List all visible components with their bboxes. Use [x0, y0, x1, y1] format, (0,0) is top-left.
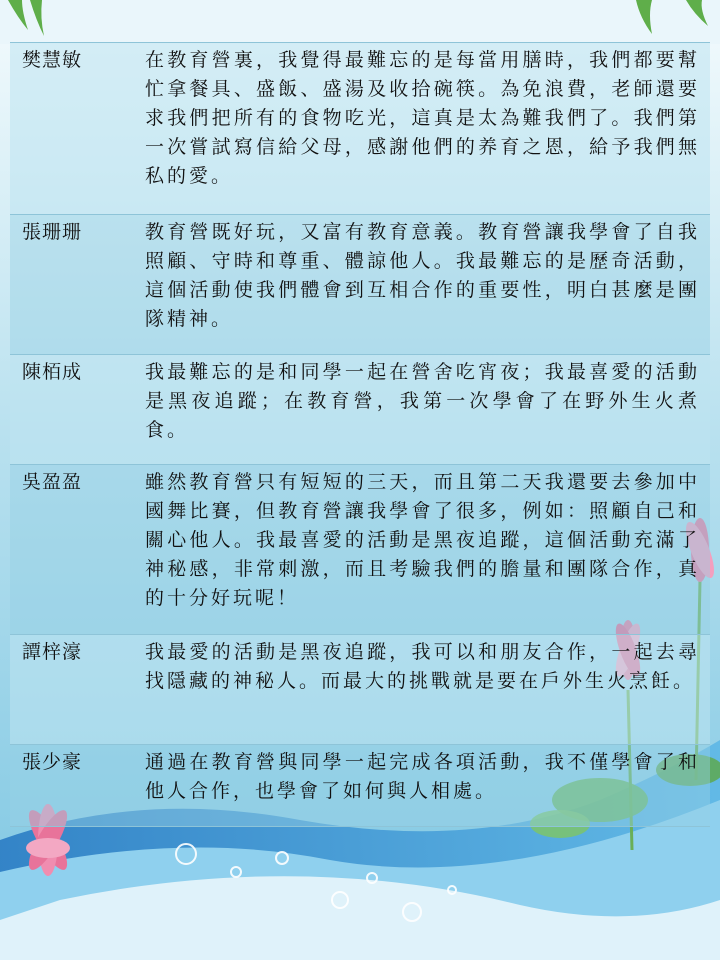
table-row [10, 635, 710, 745]
reflections-table [10, 42, 710, 827]
student-reflection: 教育營既好玩，又富有教育意義。教育營讓我學會了自我照顧、守時和尊重、體諒他人。我最難忘的是歷奇活動，這個活動使我們體會到互相合作的重要性，明白甚麼是團隊精神。 [145, 215, 710, 355]
student-name: 陳栢成 [10, 355, 145, 465]
student-reflection: 我最難忘的是和同學一起在營舍吃宵夜；我最喜愛的活動是黑夜追蹤；在教育營，我第一次學會了在野外生火煮食。 [145, 355, 710, 465]
student-name: 吳盈盈 [10, 465, 145, 635]
table-row [10, 355, 710, 465]
table-row [10, 215, 710, 355]
student-reflection: 我最愛的活動是黑夜追蹤，我可以和朋友合作，一起去尋找隱藏的神秘人。而最大的挑戰就是要在戶外生火烹飪。 [145, 635, 710, 745]
student-reflection: 在教育營裏，我覺得最難忘的是每當用膳時，我們都要幫忙拿餐具、盛飯、盛湯及收拾碗筷。為免浪費，老師還要求我們把所有的食物吃光，這真是太為難我們了。我們第一次嘗試寫信給父母，感謝他們的养育之恩，給予我們無私的愛。 [145, 43, 710, 215]
student-reflection: 通過在教育營與同學一起完成各項活動，我不僅學會了和他人合作，也學會了如何與人相處。 [145, 745, 710, 827]
student-name: 張少豪 [10, 745, 145, 827]
student-name: 張珊珊 [10, 215, 145, 355]
table-row [10, 465, 710, 635]
table-row [10, 745, 710, 827]
table-row [10, 43, 710, 215]
student-reflection: 雖然教育營只有短短的三天，而且第二天我還要去參加中國舞比賽，但教育營讓我學會了很多，例如：照顧自己和關心他人。我最喜愛的活動是黑夜追蹤，這個活動充滿了神秘感，非常刺激，而且考驗我們的膽量和團隊合作，真的十分好玩呢！ [145, 465, 710, 635]
student-name: 譚梓濠 [10, 635, 145, 745]
student-name: 樊慧敏 [10, 43, 145, 215]
